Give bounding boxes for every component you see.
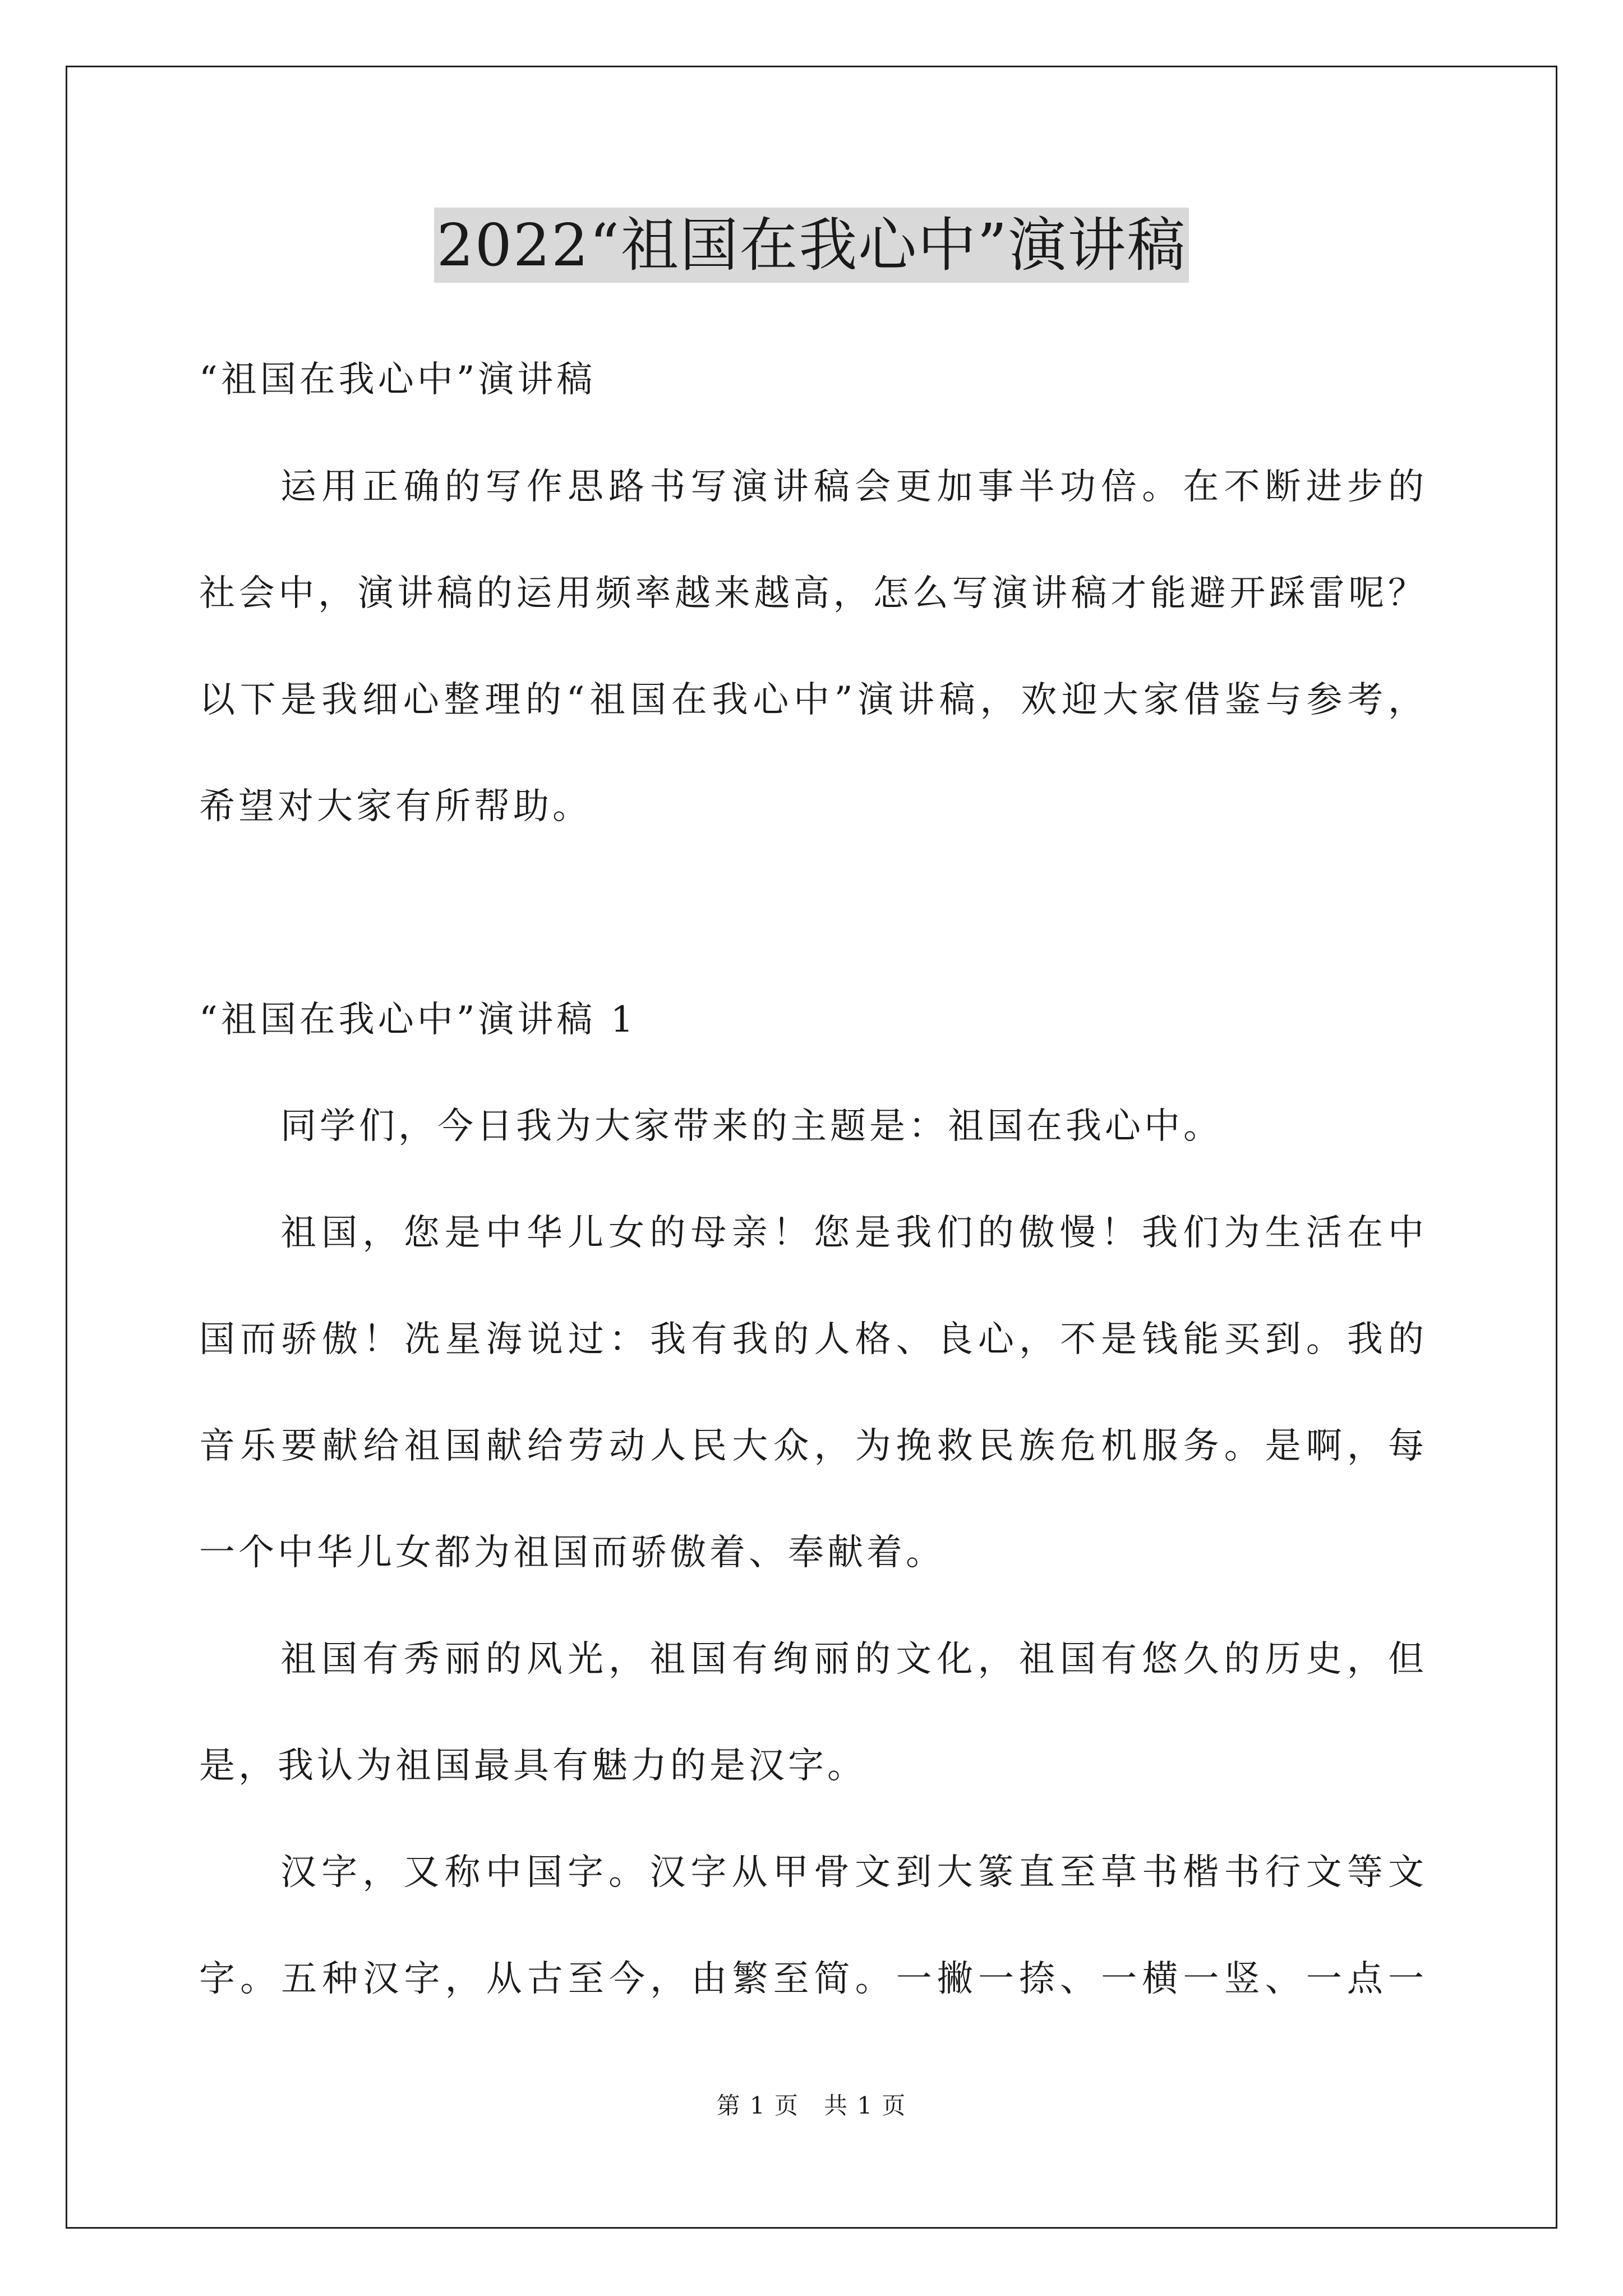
paragraph-line: 一个中华儿女都为祖国而骄傲着、奉献着。 [199, 1532, 945, 1573]
paragraph-line: 祖国，您是中华儿女的母亲！您是我们的傲慢！我们为生活在中 [280, 1212, 1424, 1254]
title-container [0, 208, 1623, 283]
document-title: 2022“祖国在我心中”演讲稿 [434, 208, 1188, 283]
paragraph-line: 字。五种汉字，从古至今，由繁至简。一撇一捺、一横一竖、一点一 [199, 1958, 1424, 2000]
paragraph-line: 汉字，又称中国字。汉字从甲骨文到大篆直至草书楷书行文等文 [280, 1852, 1424, 1893]
paragraph-line: 同学们，今日我为大家带来的主题是：祖国在我心中。 [280, 1106, 1223, 1147]
paragraph-line: 是，我认为祖国最具有魅力的是汉字。 [199, 1745, 866, 1787]
paragraph-line: 祖国有秀丽的风光，祖国有绚丽的文化，祖国有悠久的历史，但 [280, 1639, 1424, 1680]
page-footer: 第 1 页 共 1 页 [716, 2092, 907, 2119]
paragraph-line: 社会中，演讲稿的运用频率越来越高，怎么写演讲稿才能避开踩雷呢？ [199, 573, 1424, 614]
section-heading: “祖国在我心中”演讲稿 1 [199, 999, 637, 1041]
paragraph-line: 以下是我细心整理的“祖国在我心中”演讲稿，欢迎大家借鉴与参考， [199, 679, 1424, 721]
paragraph-line: 国而骄傲！冼星海说过：我有我的人格、良心，不是钱能买到。我的 [199, 1319, 1424, 1360]
paragraph-line: 运用正确的写作思路书写演讲稿会更加事半功倍。在不断进步的 [280, 466, 1424, 508]
paragraph-line: 音乐要献给祖国献给劳动人民大众，为挽救民族危机服务。是啊，每 [199, 1425, 1424, 1467]
paragraph-line: 希望对大家有所帮助。 [199, 786, 592, 827]
subtitle-line: “祖国在我心中”演讲稿 [199, 359, 596, 401]
